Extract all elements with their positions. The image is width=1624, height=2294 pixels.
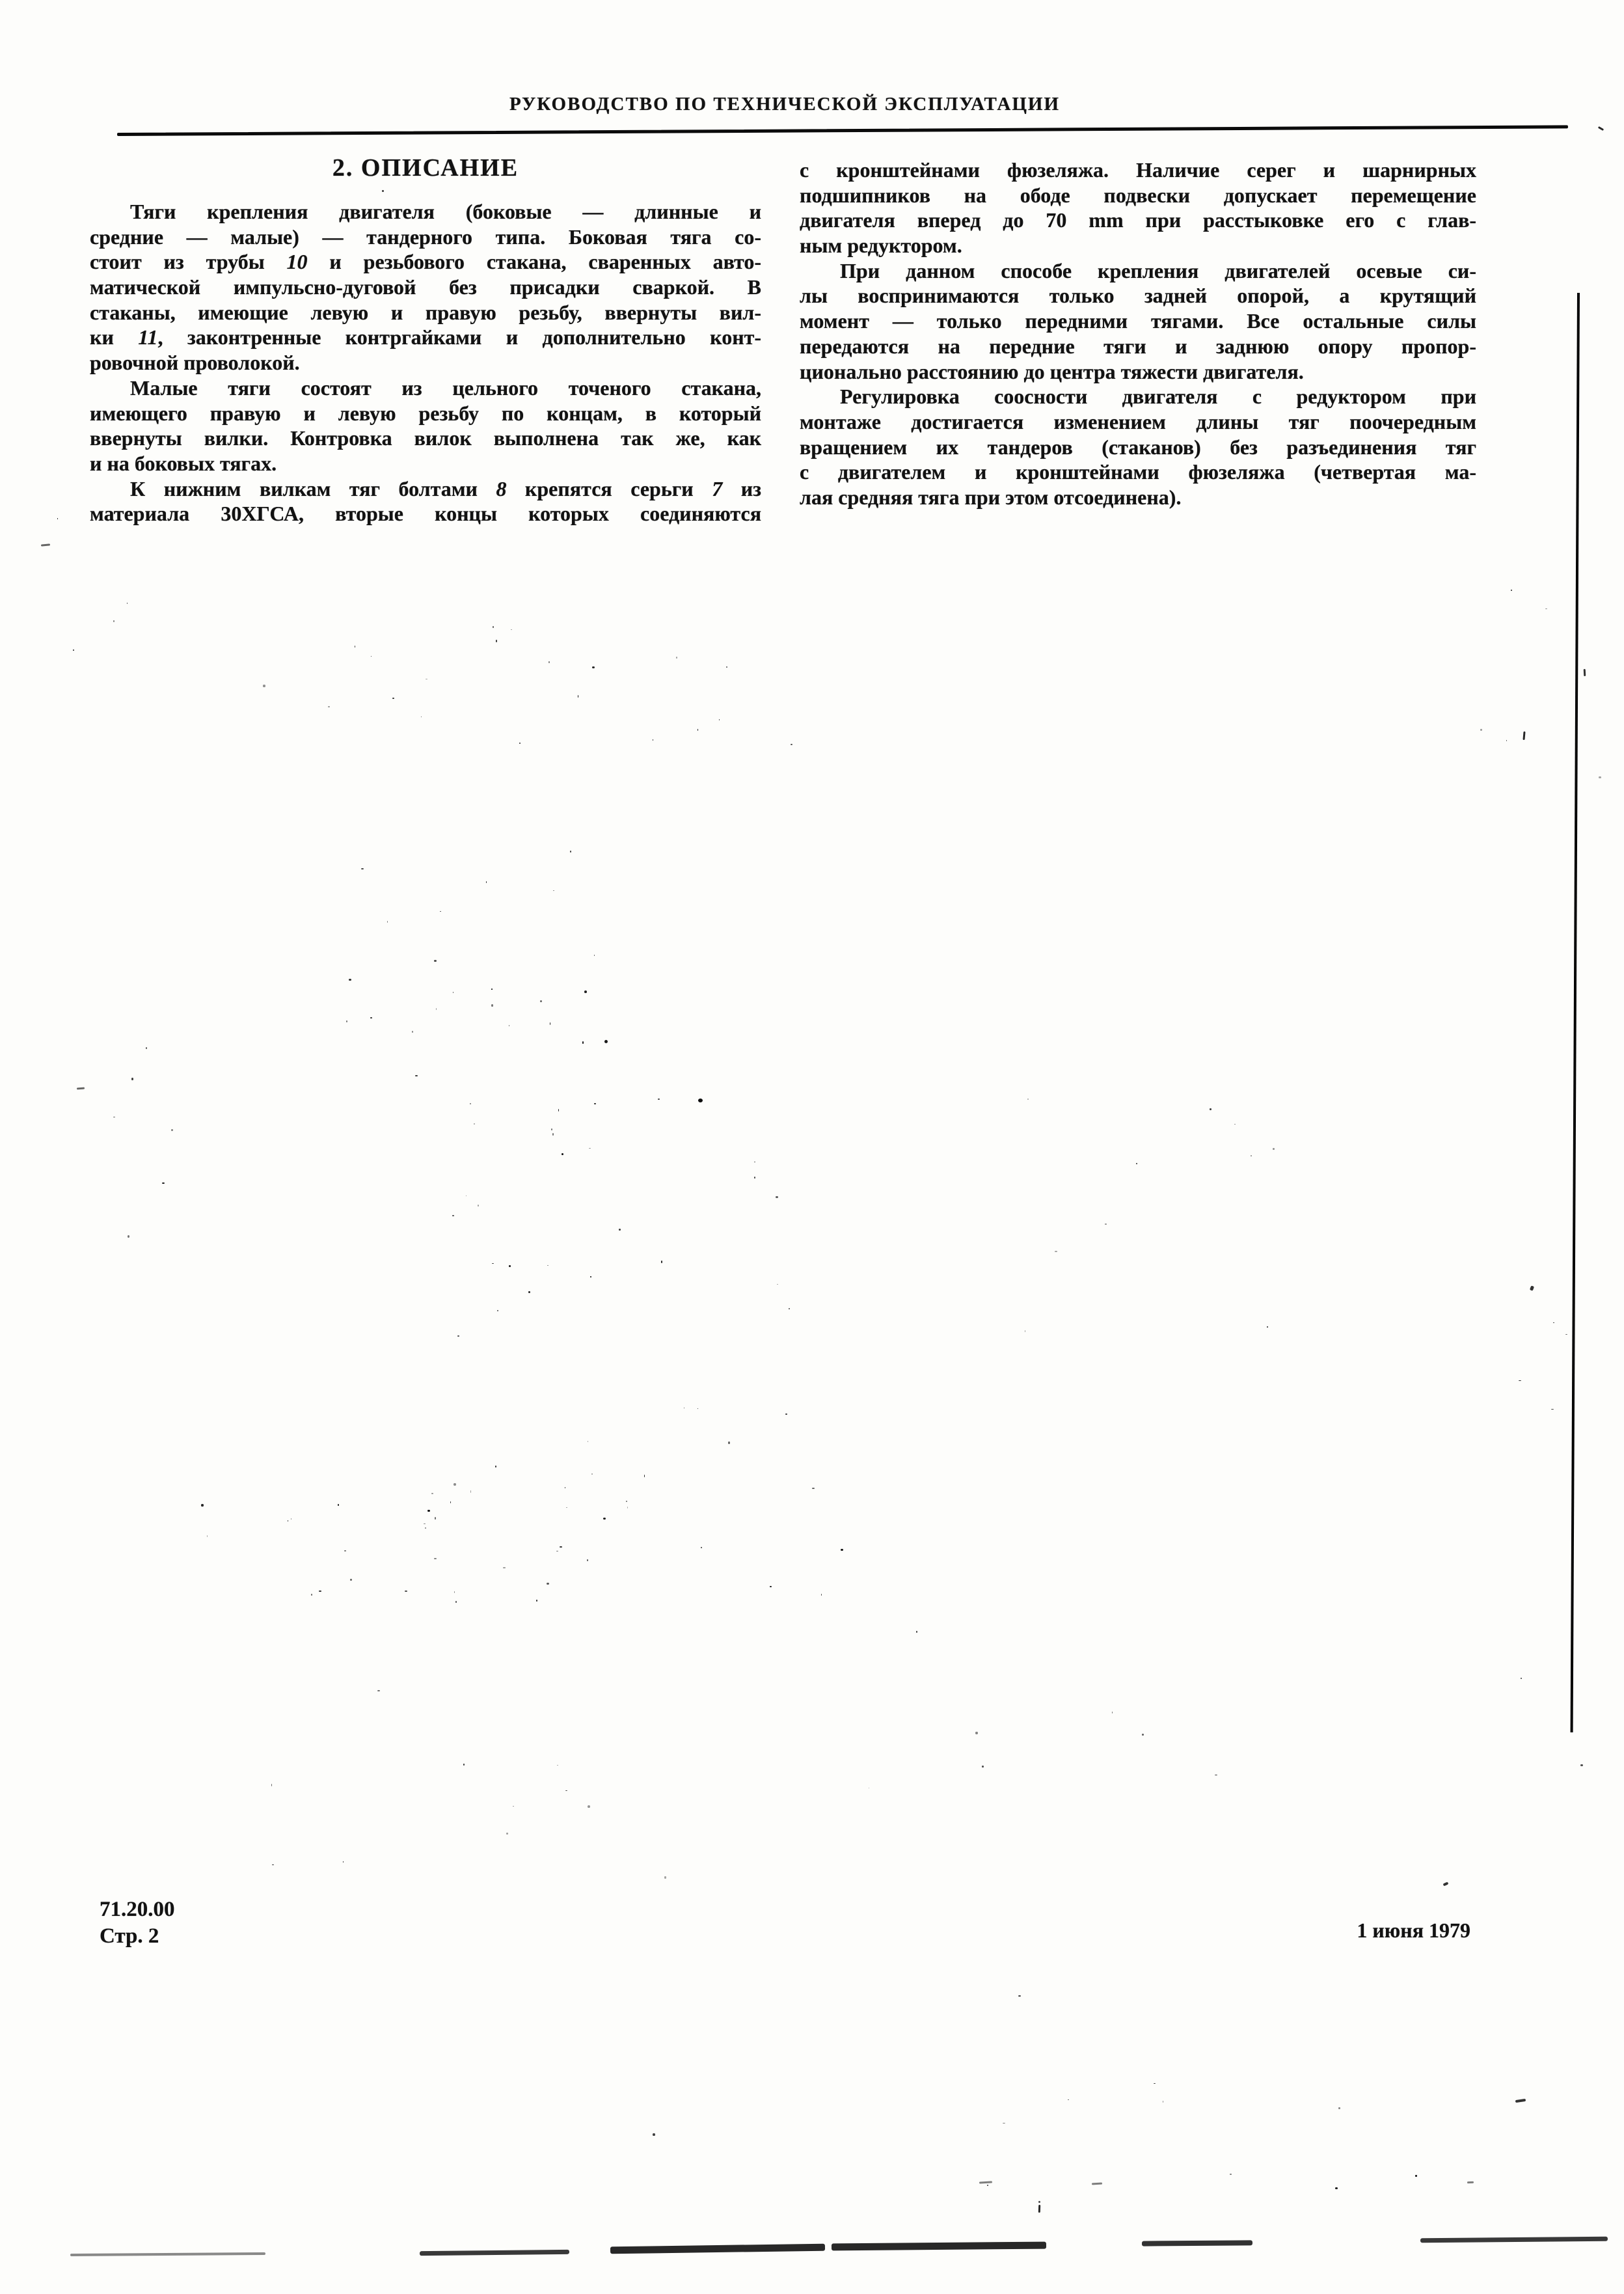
scan-speckle xyxy=(421,717,422,718)
scan-speckle xyxy=(382,190,384,192)
scan-speckle xyxy=(644,1475,645,1477)
scan-speckle xyxy=(562,1153,563,1155)
scan-speckle xyxy=(552,1133,554,1136)
scan-edge-smudge xyxy=(832,2242,1046,2251)
scan-speckle xyxy=(1092,2183,1102,2185)
text-line xyxy=(800,384,1476,409)
scan-speckle xyxy=(1038,2205,1040,2213)
scan-speckle xyxy=(454,1591,455,1593)
scan-speckle xyxy=(603,1518,606,1520)
scan-speckle xyxy=(591,1473,593,1475)
scan-speckle xyxy=(171,1129,173,1131)
scan-speckle xyxy=(346,1020,347,1022)
scan-speckle xyxy=(664,1876,666,1878)
figure-callout-number: 8 xyxy=(496,476,507,500)
scan-speckle xyxy=(584,990,587,993)
scan-speckle xyxy=(513,1806,514,1807)
scan-speckle xyxy=(661,1261,662,1263)
scan-speckle xyxy=(565,1790,567,1791)
scan-speckle xyxy=(412,1031,413,1032)
scan-speckle xyxy=(1553,1322,1555,1324)
scan-edge-smudge xyxy=(70,2252,265,2256)
scan-speckle xyxy=(1267,1326,1269,1328)
scan-speckle xyxy=(343,1861,344,1862)
scan-speckle xyxy=(551,1128,552,1130)
text-run: имеющего правую и левую резьбу по концам, в который xyxy=(90,401,761,425)
text-line xyxy=(90,275,761,300)
scan-speckle xyxy=(41,543,50,546)
scan-speckle xyxy=(1154,2083,1156,2084)
scan-speckle xyxy=(463,1764,464,1766)
text-run: ным редуктором. xyxy=(800,234,962,258)
scan-speckle xyxy=(1415,2175,1417,2178)
text-run: Тяги крепления двигателя (боковые — длинные и xyxy=(130,200,761,223)
scan-speckle xyxy=(466,1195,467,1196)
scan-speckle xyxy=(582,1041,584,1043)
text-line xyxy=(90,401,761,426)
scan-speckle xyxy=(728,1441,730,1444)
scan-speckle xyxy=(982,1766,984,1767)
scan-speckle xyxy=(201,1504,204,1506)
scan-speckle xyxy=(1055,1251,1057,1252)
scan-speckle xyxy=(455,1601,457,1603)
scan-speckle xyxy=(528,1291,530,1293)
scan-speckle xyxy=(916,1631,917,1633)
figure-callout-number: 11 xyxy=(138,325,158,349)
scan-speckle xyxy=(589,1148,591,1149)
scan-speckle xyxy=(979,2181,992,2183)
section-heading: 2. ОПИСАНИЕ xyxy=(332,154,519,182)
scan-speckle xyxy=(565,1487,566,1488)
text-column-right xyxy=(800,157,1476,510)
scan-speckle xyxy=(547,1265,548,1266)
scan-speckle xyxy=(1018,1995,1021,1997)
scan-edge-smudge xyxy=(1420,2237,1608,2243)
scan-speckle xyxy=(594,955,595,956)
text-line xyxy=(90,300,761,325)
scan-speckle xyxy=(452,1215,455,1216)
scan-speckle xyxy=(328,706,330,707)
text-run: К нижним вилкам тяг болтами xyxy=(130,476,496,500)
scan-speckle xyxy=(627,1507,628,1509)
scan-speckle xyxy=(570,851,572,853)
text-run: Регулировка соосности двигателя с редуктором при xyxy=(840,385,1476,409)
scan-speckle xyxy=(821,1594,822,1596)
scan-speckle xyxy=(1335,2187,1338,2189)
scan-speckle xyxy=(558,1109,560,1112)
text-run: и на боковых тягах. xyxy=(90,451,277,475)
scan-speckle xyxy=(1530,1285,1534,1290)
scan-speckle xyxy=(785,1413,787,1415)
scan-speckle xyxy=(492,1263,494,1264)
text-line xyxy=(800,459,1476,485)
text-run: лы воспринимаются только задней опорой, а крутящий xyxy=(800,284,1476,308)
scan-speckle xyxy=(415,1075,417,1076)
scan-speckle xyxy=(1580,1764,1582,1766)
scan-speckle xyxy=(1521,1678,1522,1680)
scan-speckle xyxy=(587,1559,588,1561)
scan-speckle xyxy=(726,666,727,668)
scan-speckle xyxy=(776,1196,778,1198)
figure-callout-number: 7 xyxy=(712,476,723,500)
text-line xyxy=(90,501,761,526)
scan-speckle xyxy=(1565,1334,1567,1335)
scan-speckle xyxy=(547,1583,549,1585)
scan-speckle xyxy=(1545,608,1547,609)
text-column-left xyxy=(90,199,761,526)
text-run: стаканы, имеющие левую и правую резьбу, ввернуты вил- xyxy=(90,300,761,324)
text-run: монтаже достигается изменением длины тяг поочередным xyxy=(800,409,1476,433)
scan-speckle xyxy=(1511,590,1512,591)
text-line xyxy=(90,249,761,275)
scan-speckle xyxy=(113,620,115,621)
scan-speckle xyxy=(536,1600,537,1602)
scan-speckle xyxy=(1338,2107,1340,2110)
scan-speckle xyxy=(424,1523,426,1525)
text-run: из xyxy=(722,476,762,500)
scan-speckle xyxy=(436,1008,437,1009)
scan-speckle xyxy=(1584,669,1586,676)
scan-speckle xyxy=(474,1123,475,1125)
scan-speckle xyxy=(719,719,720,720)
scan-speckle xyxy=(557,1765,558,1766)
scan-speckle xyxy=(1522,731,1525,740)
text-run: Малые тяги состоят из цельного точеного стакана, xyxy=(130,376,761,400)
scan-speckle xyxy=(128,1235,129,1238)
scan-speckle xyxy=(1038,2201,1040,2203)
scan-speckle xyxy=(392,698,394,699)
scan-speckle xyxy=(754,1177,756,1179)
scan-speckle xyxy=(425,1527,426,1529)
scan-speckle xyxy=(77,1087,85,1090)
scan-speckle xyxy=(1519,1380,1521,1382)
scan-speckle xyxy=(987,2185,988,2187)
figure-callout-number: 10 xyxy=(286,250,308,274)
scan-speckle xyxy=(127,603,128,605)
text-run: вращением их тандеров (стаканов) без разъединения тяг xyxy=(800,435,1476,459)
scan-speckle xyxy=(344,1550,346,1551)
text-line xyxy=(90,426,761,451)
scan-speckle xyxy=(566,1507,567,1508)
scan-speckle xyxy=(698,1099,703,1102)
scan-speckle xyxy=(162,1182,165,1184)
text-line xyxy=(800,183,1476,208)
scan-speckle xyxy=(1142,1734,1144,1736)
scan-speckle xyxy=(450,1501,452,1503)
scan-speckle xyxy=(361,868,364,869)
scan-speckle xyxy=(770,1586,772,1587)
text-run: подшипников на ободе подвески допускает перемещение xyxy=(800,183,1476,207)
text-line xyxy=(90,376,761,401)
scan-speckle xyxy=(457,1335,459,1337)
scan-speckle xyxy=(556,1551,559,1552)
scan-speckle xyxy=(493,626,494,628)
scan-speckle xyxy=(73,649,74,651)
scan-speckle xyxy=(434,1558,437,1559)
scan-speckle xyxy=(207,1535,208,1538)
scan-speckle xyxy=(509,1265,511,1267)
text-run: лая средняя тяга при этом отсоединена). xyxy=(800,485,1182,509)
scan-speckle xyxy=(1251,1155,1252,1156)
text-line xyxy=(800,258,1476,284)
scan-speckle xyxy=(812,1488,815,1489)
scan-speckle xyxy=(371,656,372,657)
scan-speckle xyxy=(1515,2099,1526,2103)
scan-speckle xyxy=(350,1579,352,1581)
text-line xyxy=(800,308,1476,334)
scan-speckle xyxy=(355,646,356,648)
footer-document-number: 71.20.00 xyxy=(100,1898,175,1921)
text-line xyxy=(800,485,1476,510)
header-rule xyxy=(117,125,1568,136)
scan-speckle xyxy=(1112,1712,1113,1714)
text-run: с кронштейнами фюзеляжа. Наличие серег и шарнирных xyxy=(800,158,1476,182)
text-run: материала 30ХГСА, вторые концы которых соединяются xyxy=(90,502,761,526)
scan-speckle xyxy=(440,911,441,912)
scan-speckle xyxy=(405,1591,407,1592)
footer-page-label: Стр. 2 xyxy=(100,1924,159,1948)
text-line xyxy=(90,199,761,225)
scan-speckle xyxy=(503,1567,506,1568)
scan-speckle xyxy=(658,1099,659,1100)
scan-speckle xyxy=(496,640,497,642)
text-line xyxy=(90,225,761,250)
scan-speckle xyxy=(272,1864,274,1866)
text-line xyxy=(800,157,1476,183)
text-line xyxy=(90,476,761,502)
scan-speckle xyxy=(370,1017,372,1018)
text-line xyxy=(90,451,761,476)
scan-speckle xyxy=(540,1000,543,1002)
text-run: передаются на передние тяги и заднюю опору пропор- xyxy=(800,334,1476,358)
scan-speckle xyxy=(1136,1163,1137,1164)
scan-speckle xyxy=(789,1308,790,1309)
scan-speckle xyxy=(975,1732,978,1734)
scan-speckle xyxy=(311,1594,312,1595)
text-run: двигателя вперед до 70 mm при расстыковке его с глав- xyxy=(800,208,1476,232)
scan-speckle xyxy=(146,1047,147,1049)
scan-speckle xyxy=(1210,1108,1211,1110)
scan-edge-vertical-line xyxy=(1571,293,1580,1732)
scan-speckle xyxy=(434,960,437,962)
scan-speckle xyxy=(1467,2181,1474,2184)
scan-speckle xyxy=(431,1493,434,1494)
text-run: момент — только передними тягами. Все остальные силы xyxy=(800,309,1476,333)
text-line xyxy=(800,208,1476,233)
text-line xyxy=(800,334,1476,359)
scan-speckle xyxy=(653,739,654,741)
scan-speckle xyxy=(594,1103,597,1104)
scan-speckle xyxy=(619,1229,621,1231)
scan-speckle xyxy=(426,679,427,680)
scan-speckle xyxy=(1443,1881,1449,1886)
scan-speckle xyxy=(478,1205,479,1206)
scan-speckle xyxy=(435,1517,436,1520)
scan-edge-smudge xyxy=(610,2244,825,2254)
scan-speckle xyxy=(697,729,699,731)
scan-edge-smudge xyxy=(420,2250,569,2256)
scan-speckle xyxy=(653,2133,655,2136)
scan-speckle xyxy=(470,1103,471,1104)
scan-speckle xyxy=(841,1549,843,1551)
scan-speckle xyxy=(1506,740,1508,741)
scan-speckle xyxy=(1598,126,1604,131)
scan-speckle xyxy=(349,979,351,981)
scan-speckle xyxy=(548,661,550,663)
text-line xyxy=(800,435,1476,460)
scan-speckle xyxy=(777,1284,778,1285)
scan-speckle xyxy=(495,1466,496,1468)
text-run: ки xyxy=(90,325,139,349)
text-line xyxy=(90,325,761,350)
scan-speckle xyxy=(697,1408,698,1409)
text-run: стоит из трубы xyxy=(90,250,287,274)
footer-date: 1 июня 1979 xyxy=(1357,1918,1470,1942)
scan-speckle xyxy=(1480,729,1482,731)
scan-speckle xyxy=(676,657,677,659)
text-run: средние — малые) — тандерного типа. Боковая тяга со- xyxy=(90,225,761,249)
scan-speckle xyxy=(453,1483,456,1486)
scan-speckle xyxy=(338,1504,339,1506)
scan-speckle xyxy=(491,1004,493,1007)
text-run: , законтренные контргайками и дополнительно конт- xyxy=(157,325,762,349)
text-line xyxy=(800,283,1476,308)
scan-speckle xyxy=(592,666,595,668)
scan-speckle xyxy=(319,1591,321,1592)
text-run: крепятся серьги xyxy=(506,476,712,500)
scan-speckle xyxy=(588,1805,590,1808)
scan-speckle xyxy=(131,1078,133,1080)
scan-speckle xyxy=(590,1276,592,1277)
scan-speckle xyxy=(497,1310,498,1311)
text-line xyxy=(800,359,1476,385)
scan-speckle xyxy=(377,1690,380,1691)
scan-speckle xyxy=(604,1040,608,1043)
scan-speckle xyxy=(1599,776,1601,778)
scan-speckle xyxy=(791,744,792,745)
page-header-title: РУКОВОДСТВО ПО ТЕХНИЧЕСКОЙ ЭКСПЛУАТАЦИИ xyxy=(509,94,1061,115)
scan-speckle xyxy=(263,685,265,687)
scan-speckle xyxy=(387,921,388,923)
scan-speckle xyxy=(470,1490,472,1493)
text-line xyxy=(800,409,1476,435)
scan-speckle xyxy=(1105,1223,1107,1225)
text-run: При данном способе крепления двигателей осевые си- xyxy=(840,258,1476,282)
scan-speckle xyxy=(506,1833,508,1835)
scan-speckle xyxy=(626,1501,627,1502)
text-line xyxy=(90,350,761,376)
scan-speckle xyxy=(486,881,487,883)
scan-speckle xyxy=(1027,1099,1029,1100)
scan-speckle xyxy=(701,1547,702,1548)
scan-speckle xyxy=(511,629,513,630)
scan-speckle xyxy=(519,743,521,744)
scan-speckle xyxy=(271,1784,272,1786)
scan-speckle xyxy=(1273,1148,1275,1150)
scan-speckle xyxy=(453,992,454,993)
text-run: ровочной проволокой. xyxy=(90,351,300,375)
scan-speckle xyxy=(1230,2174,1232,2175)
scan-edge-smudge xyxy=(1142,2240,1252,2246)
scan-speckle xyxy=(1551,1409,1553,1410)
text-run: с двигателем и кронштейнами фюзеляжа (четвертая ма- xyxy=(800,460,1476,484)
text-run: и резьбового стакана, сваренных авто- xyxy=(307,250,762,274)
text-line xyxy=(800,233,1476,258)
scan-speckle xyxy=(427,1510,430,1512)
scan-speckle xyxy=(57,518,58,519)
scan-speckle xyxy=(1234,1124,1236,1125)
scan-speckle xyxy=(553,890,554,891)
text-run: ввернуты вилки. Контровка вилок выполнена так же, как xyxy=(90,426,761,450)
scan-speckle xyxy=(560,1546,562,1548)
text-run: ционально расстоянию до центра тяжести двигателя. xyxy=(800,359,1304,383)
scan-speckle xyxy=(550,1022,551,1025)
text-run: матической импульсно-дуговой без присадки сваркой. В xyxy=(90,275,761,299)
